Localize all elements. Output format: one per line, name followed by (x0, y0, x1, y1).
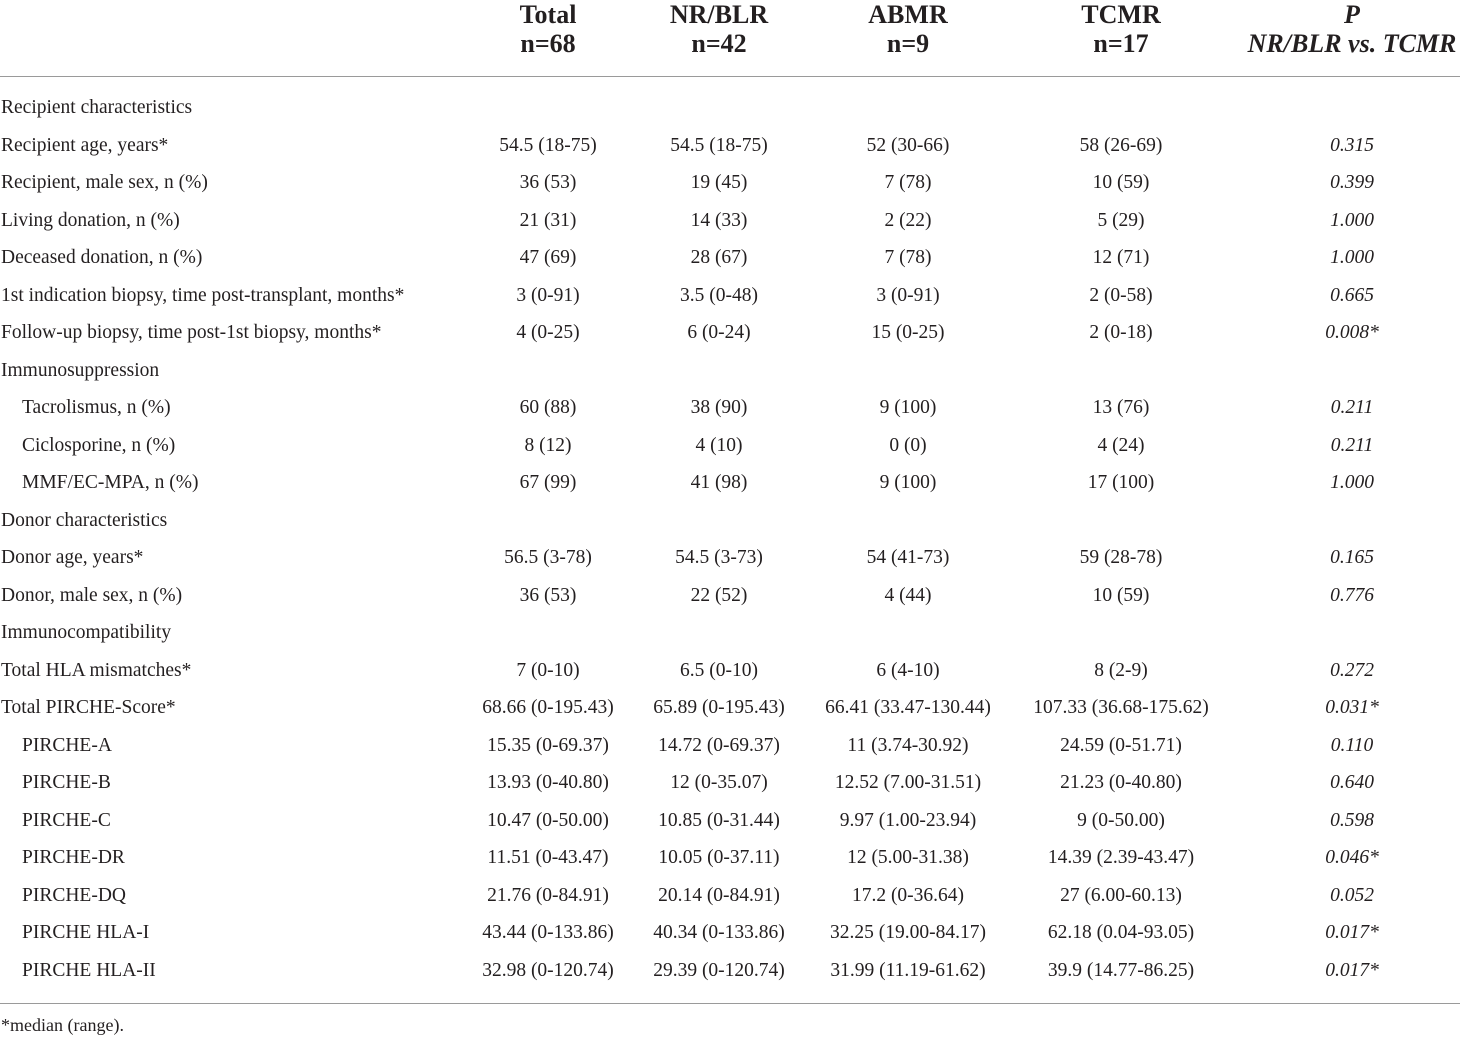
cell-total: 68.66 (0-195.43) (482, 697, 614, 718)
cell-p-value: 0.017* (1325, 959, 1379, 981)
cell-p-value: 0.211 (1330, 397, 1374, 418)
cell-nr-blr: 54.5 (18-75) (670, 134, 768, 156)
cell-total: 67 (99) (519, 472, 577, 493)
cell-p-value: 0.776 (1330, 584, 1374, 606)
row-label: PIRCHE-DR (22, 847, 125, 868)
cell-total: 3 (0-91) (516, 284, 580, 306)
cell-abmr: 9 (100) (879, 472, 937, 493)
cell-tcmr: 17 (100) (1087, 472, 1155, 493)
table-row (0, 689, 1460, 727)
cell-tcmr: 13 (76) (1092, 397, 1150, 418)
cell-nr-blr: 22 (52) (690, 584, 748, 606)
row-label: Recipient age, years* (1, 134, 169, 156)
cell-abmr: 52 (30-66) (866, 134, 950, 156)
cell-total: 60 (88) (519, 397, 577, 418)
cell-tcmr: 21.23 (0-40.80) (1060, 772, 1182, 793)
cell-abmr: 9 (100) (879, 397, 937, 418)
cell-nr-blr: 14.72 (0-69.37) (658, 734, 780, 756)
cell-tcmr: 8 (2-9) (1094, 659, 1148, 681)
header-total-title: Total (519, 0, 577, 29)
table-row (0, 727, 1460, 765)
row-label: Total PIRCHE-Score* (1, 697, 176, 718)
table-row (0, 389, 1460, 427)
cell-p-value: 0.110 (1330, 734, 1374, 756)
header-tcmr (1021, 0, 1221, 58)
table-row (0, 164, 1460, 202)
cell-abmr: 15 (0-25) (871, 322, 945, 343)
header-nr-blr-n: n=42 (691, 29, 747, 58)
cell-p-value: 0.272 (1330, 659, 1374, 681)
table-row (0, 502, 1460, 540)
cell-p-value: 0.017* (1325, 922, 1379, 943)
cell-tcmr: 2 (0-18) (1089, 322, 1153, 343)
cell-nr-blr: 65.89 (0-195.43) (653, 697, 785, 718)
cell-p-value: 0.031* (1325, 697, 1379, 718)
table-row (0, 464, 1460, 502)
cell-p-value: 0.046* (1325, 847, 1379, 868)
cell-p-value: 1.000 (1330, 247, 1374, 268)
cell-tcmr: 39.9 (14.77-86.25) (1047, 959, 1195, 981)
table-row (0, 952, 1460, 990)
table-row (0, 914, 1460, 952)
cell-abmr: 32.25 (19.00-84.17) (830, 922, 986, 943)
cell-nr-blr: 38 (90) (690, 397, 748, 418)
cell-total: 4 (0-25) (516, 322, 580, 343)
cell-p-value: 0.165 (1330, 547, 1374, 568)
cell-p-value: 0.052 (1330, 884, 1374, 906)
cell-nr-blr: 3.5 (0-48) (680, 284, 758, 306)
table-row (0, 877, 1460, 915)
cell-nr-blr: 4 (10) (695, 434, 743, 456)
cell-p-value: 0.640 (1330, 772, 1374, 793)
cell-abmr: 7 (78) (884, 247, 932, 268)
table-row (0, 239, 1460, 277)
header-abmr-n: n=9 (886, 29, 930, 58)
cell-nr-blr: 6 (0-24) (687, 322, 751, 343)
cell-p-value: 0.315 (1330, 134, 1374, 156)
table-row (0, 89, 1460, 127)
row-label: Donor age, years* (1, 547, 144, 568)
row-label: PIRCHE HLA-II (22, 959, 156, 981)
cell-tcmr: 5 (29) (1097, 209, 1145, 231)
cell-abmr: 6 (4-10) (876, 659, 940, 681)
cell-total: 21 (31) (519, 209, 577, 231)
cell-nr-blr: 54.5 (3-73) (675, 547, 763, 568)
cell-abmr: 12.52 (7.00-31.51) (834, 772, 982, 793)
cell-total: 13.93 (0-40.80) (487, 772, 609, 793)
row-label: Follow-up biopsy, time post-1st biopsy, months* (1, 322, 382, 343)
cell-p-value: 0.211 (1330, 434, 1374, 456)
cell-tcmr: 59 (28-78) (1079, 547, 1163, 568)
header-p-comparison: NR/BLR vs. TCMR (1247, 29, 1457, 58)
table-row (0, 352, 1460, 390)
cell-nr-blr: 14 (33) (690, 209, 748, 231)
row-label: MMF/EC-MPA, n (%) (22, 472, 199, 493)
cell-total: 36 (53) (519, 584, 577, 606)
table-body (0, 89, 1460, 989)
cell-nr-blr: 20.14 (0-84.91) (658, 884, 780, 906)
cell-total: 15.35 (0-69.37) (487, 734, 609, 756)
cell-nr-blr: 28 (67) (690, 247, 748, 268)
cell-total: 11.51 (0-43.47) (487, 847, 609, 868)
row-label: Living donation, n (%) (1, 209, 180, 231)
cell-abmr: 31.99 (11.19-61.62) (830, 959, 986, 981)
cell-total: 47 (69) (519, 247, 577, 268)
table-row (0, 202, 1460, 240)
cell-tcmr: 24.59 (0-51.71) (1060, 734, 1182, 756)
header-total (448, 0, 648, 58)
header-nr-blr-title: NR/BLR (669, 0, 769, 29)
table-row (0, 652, 1460, 690)
row-label: Recipient, male sex, n (%) (1, 172, 208, 193)
cell-total: 32.98 (0-120.74) (482, 959, 614, 981)
section-label: Immunosuppression (1, 359, 160, 381)
cell-p-value: 0.008* (1325, 322, 1379, 343)
cell-p-value: 0.598 (1330, 809, 1374, 831)
table-row (0, 127, 1460, 165)
row-label: 1st indication biopsy, time post-transplant, months* (1, 284, 405, 306)
cell-nr-blr: 41 (98) (690, 472, 748, 493)
header-p-title: P (1344, 0, 1360, 29)
cell-abmr: 9.97 (1.00-23.94) (839, 809, 977, 831)
section-label: Recipient characteristics (1, 97, 193, 118)
cell-tcmr: 12 (71) (1092, 247, 1150, 268)
cell-abmr: 12 (5.00-31.38) (847, 847, 969, 868)
row-label: Donor, male sex, n (%) (1, 584, 183, 606)
row-label: Total HLA mismatches* (1, 659, 192, 681)
row-label: PIRCHE-B (22, 772, 111, 793)
table-row (0, 614, 1460, 652)
cell-abmr: 4 (44) (884, 584, 932, 606)
header-nr-blr (619, 0, 819, 58)
cell-total: 21.76 (0-84.91) (487, 884, 609, 906)
table-row (0, 539, 1460, 577)
cell-nr-blr: 6.5 (0-10) (680, 659, 758, 681)
cell-nr-blr: 40.34 (0-133.86) (653, 922, 785, 943)
cell-p-value: 0.665 (1330, 284, 1374, 306)
row-label: Tacrolismus, n (%) (22, 397, 171, 418)
cell-tcmr: 10 (59) (1092, 584, 1150, 606)
table-row (0, 577, 1460, 615)
table-row (0, 314, 1460, 352)
row-label: PIRCHE-DQ (22, 884, 127, 906)
header-tcmr-n: n=17 (1093, 29, 1149, 58)
cell-tcmr: 9 (0-50.00) (1077, 809, 1165, 831)
cell-abmr: 66.41 (33.47-130.44) (825, 697, 991, 718)
row-label: PIRCHE HLA-I (22, 922, 150, 943)
header-total-n: n=68 (520, 29, 576, 58)
cell-total: 54.5 (18-75) (499, 134, 597, 156)
header-abmr (808, 0, 1008, 58)
cell-p-value: 1.000 (1330, 472, 1374, 493)
table-row (0, 277, 1460, 315)
cell-nr-blr: 12 (0-35.07) (670, 772, 768, 793)
row-label: Ciclosporine, n (%) (22, 434, 176, 456)
cell-nr-blr: 10.05 (0-37.11) (658, 847, 780, 868)
cell-p-value: 0.399 (1330, 172, 1374, 193)
cell-tcmr: 27 (6.00-60.13) (1060, 884, 1182, 906)
table-footnote: *median (range). (1, 1015, 124, 1035)
cell-tcmr: 4 (24) (1097, 434, 1145, 456)
cell-total: 43.44 (0-133.86) (482, 922, 614, 943)
row-label: PIRCHE-C (22, 809, 111, 831)
cell-total: 8 (12) (524, 434, 572, 456)
cell-abmr: 17.2 (0-36.64) (851, 884, 965, 906)
cell-nr-blr: 10.85 (0-31.44) (658, 809, 780, 831)
footer-divider (0, 1003, 1460, 1004)
table-row (0, 839, 1460, 877)
section-label: Immunocompatibility (1, 622, 172, 643)
cell-abmr: 2 (22) (884, 209, 932, 231)
cell-tcmr: 10 (59) (1092, 172, 1150, 193)
cell-tcmr: 107.33 (36.68-175.62) (1033, 697, 1209, 718)
cell-abmr: 0 (0) (889, 434, 927, 456)
row-label: Deceased donation, n (%) (1, 247, 203, 268)
cell-tcmr: 58 (26-69) (1079, 134, 1163, 156)
row-label: PIRCHE-A (22, 734, 112, 756)
table-row (0, 764, 1460, 802)
cell-total: 10.47 (0-50.00) (487, 809, 609, 831)
table-row (0, 427, 1460, 465)
table-row (0, 802, 1460, 840)
cell-total: 7 (0-10) (516, 659, 580, 681)
header-abmr-title: ABMR (868, 0, 948, 29)
cell-abmr: 54 (41-73) (866, 547, 950, 568)
cell-tcmr: 2 (0-58) (1089, 284, 1153, 306)
cell-nr-blr: 19 (45) (690, 172, 748, 193)
cell-abmr: 3 (0-91) (876, 284, 940, 306)
header-tcmr-title: TCMR (1081, 0, 1161, 29)
cell-tcmr: 14.39 (2.39-43.47) (1047, 847, 1195, 868)
cell-tcmr: 62.18 (0.04-93.05) (1047, 922, 1195, 943)
header-p-value (1222, 0, 1460, 58)
cell-abmr: 11 (3.74-30.92) (847, 734, 969, 756)
table-header (0, 0, 1460, 77)
cell-abmr: 7 (78) (884, 172, 932, 193)
cell-p-value: 1.000 (1330, 209, 1374, 231)
cell-total: 56.5 (3-78) (504, 547, 592, 568)
cell-nr-blr: 29.39 (0-120.74) (653, 959, 785, 981)
section-label: Donor characteristics (1, 509, 168, 531)
cell-total: 36 (53) (519, 172, 577, 193)
